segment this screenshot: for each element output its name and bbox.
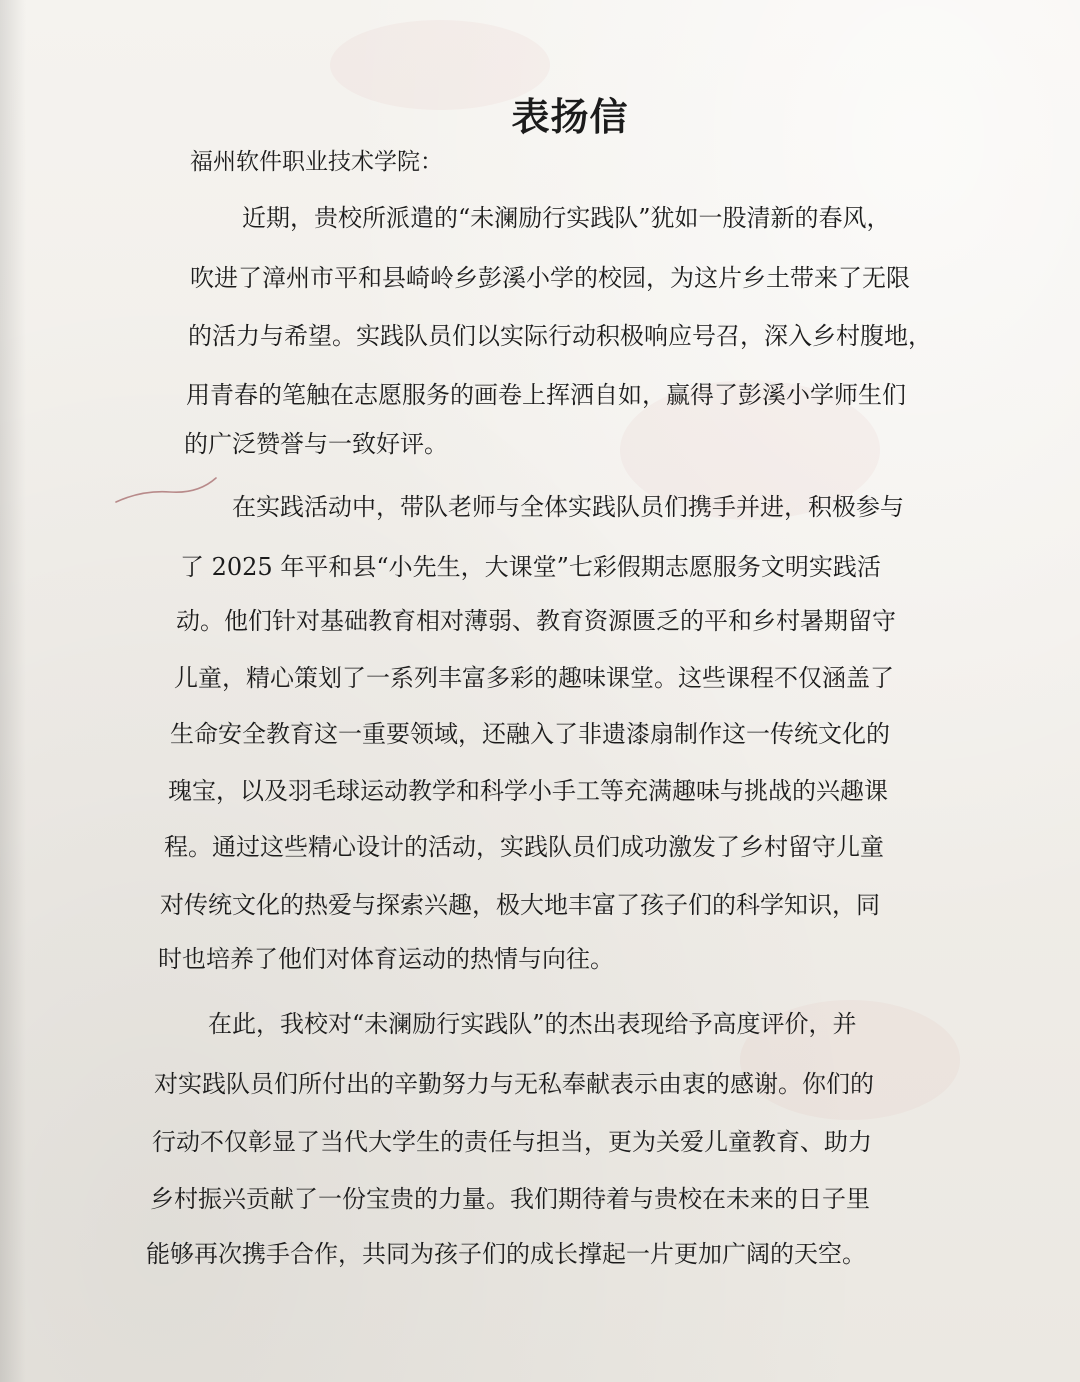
paragraph-line: 乡村振兴贡献了一份宝贵的力量。我们期待着与贵校在未来的日子里 — [150, 1185, 870, 1213]
page-edge-shadow — [0, 0, 26, 1382]
paragraph-line: 在此，我校对“未澜励行实践队”的杰出表现给予高度评价，并 — [208, 1010, 857, 1038]
paragraph-line: 用青春的笔触在志愿服务的画卷上挥洒自如，赢得了彭溪小学师生们 — [186, 381, 906, 409]
letter-recipient: 福州软件职业技术学院： — [190, 149, 443, 175]
paragraph-line: 行动不仅彰显了当代大学生的责任与担当，更为关爱儿童教育、助力 — [152, 1128, 872, 1156]
paragraph-line: 生命安全教育这一重要领域，还融入了非遗漆扇制作这一传统文化的 — [170, 720, 890, 748]
paragraph-line: 时也培养了他们对体育运动的热情与向往。 — [158, 945, 614, 973]
paragraph-line: 程。通过这些精心设计的活动，实践队员们成功激发了乡村留守儿童 — [164, 833, 884, 861]
paragraph-line: 对传统文化的热爱与探索兴趣，极大地丰富了孩子们的科学知识，同 — [160, 891, 880, 919]
pen-mark — [112, 472, 222, 512]
paragraph-line: 的广泛赞誉与一致好评。 — [184, 430, 448, 458]
paragraph-line: 瑰宝，以及羽毛球运动教学和科学小手工等充满趣味与挑战的兴趣课 — [168, 777, 888, 805]
paragraph-line: 了 2025 年平和县“小先生，大课堂”七彩假期志愿服务文明实践活 — [180, 553, 881, 581]
paragraph-line: 对实践队员们所付出的辛勤努力与无私奉献表示由衷的感谢。你们的 — [154, 1070, 874, 1098]
paragraph-line: 能够再次携手合作，共同为孩子们的成长撑起一片更加广阔的天空。 — [146, 1240, 866, 1268]
letter-title: 表扬信 — [511, 94, 629, 139]
paragraph-line: 动。他们针对基础教育相对薄弱、教育资源匮乏的平和乡村暑期留守 — [176, 607, 896, 635]
paragraph-line: 近期，贵校所派遣的“未澜励行实践队”犹如一股清新的春风， — [242, 204, 891, 232]
paragraph-line: 在实践活动中，带队老师与全体实践队员们携手并进，积极参与 — [232, 493, 904, 521]
paragraph-line: 儿童，精心策划了一系列丰富多彩的趣味课堂。这些课程不仅涵盖了 — [174, 664, 894, 692]
paragraph-line: 的活力与希望。实践队员们以实际行动积极响应号召，深入乡村腹地， — [188, 322, 932, 350]
paragraph-line: 吹进了漳州市平和县崎岭乡彭溪小学的校园，为这片乡土带来了无限 — [190, 264, 910, 292]
